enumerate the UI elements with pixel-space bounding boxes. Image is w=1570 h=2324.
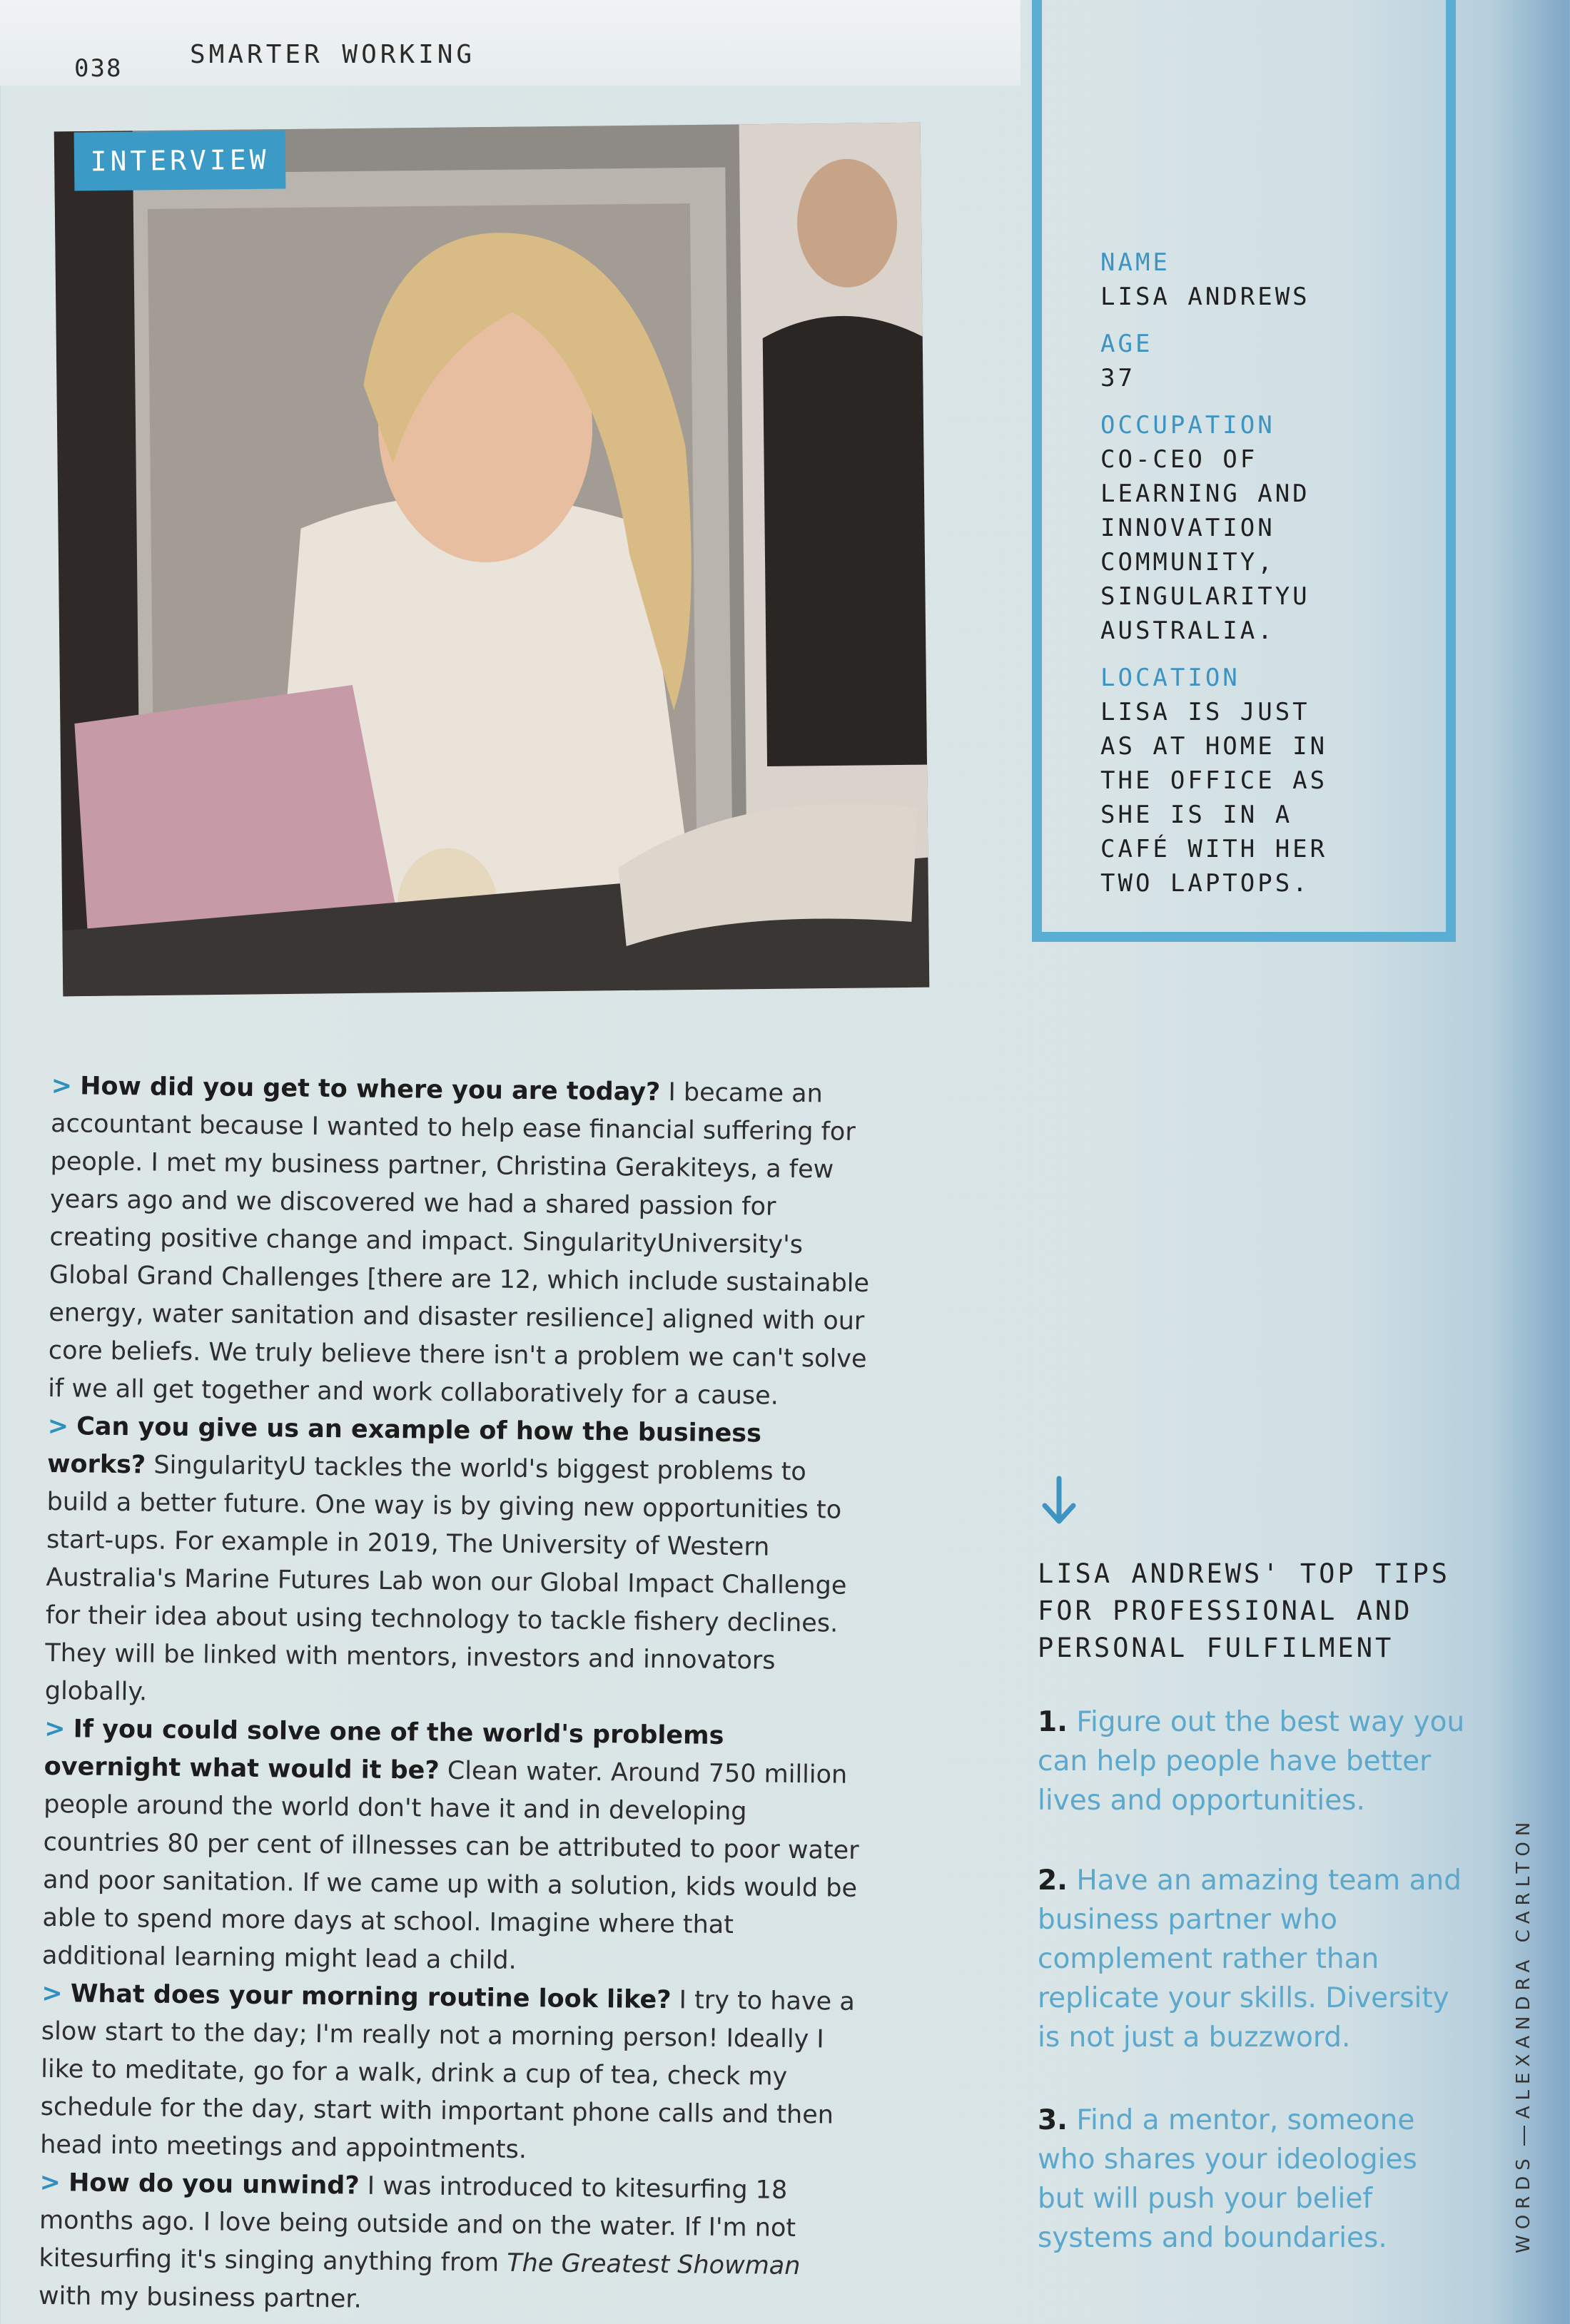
- photo-credit: [1513, 1817, 1534, 2253]
- question: How did you get to where you are today?: [79, 1072, 661, 1107]
- arrow-icon: >: [39, 2168, 61, 2198]
- tip-number: 1.: [1038, 1706, 1068, 1738]
- name-value: LISA ANDREWS: [1100, 283, 1310, 311]
- answer: Clean water. Around 750 million people around the world don't have it and in developing countries 80 per cent of illnesses can be attributed to poor water and poor sanitation. If we came up with a solution, kids would be able to spend more days at school. Imagine where that additional learning might lead a child.: [41, 1756, 859, 1975]
- qa-item: [48, 1067, 872, 1416]
- credit-author: ALEXANDRA CARLTON: [1513, 1816, 1534, 2119]
- tip-item: [1038, 1703, 1466, 1820]
- location-value: LISA IS JUST AS AT HOME IN THE OFFICE AS SHE IS IN A CAFÉ WITH HER TWO LAPTOPS.: [1100, 698, 1328, 898]
- age-label: AGE: [1100, 330, 1153, 358]
- tip-text: Have an amazing team and business partner who complement rather than replicate your skills. Diversity is not just a buzzword.: [1038, 1864, 1462, 2054]
- credit-separator: [1524, 2126, 1525, 2146]
- arrow-icon: >: [47, 1411, 69, 1441]
- portrait-photo: [54, 123, 930, 997]
- answer-italic: The Greatest Showman: [507, 2248, 801, 2281]
- qa-item: [40, 1975, 863, 2173]
- question: Can you give us an example of how the business works?: [46, 1412, 762, 1480]
- page-number: 038: [74, 54, 123, 83]
- question: How do you unwind?: [68, 2168, 360, 2201]
- question: If you could solve one of the world's problems overnight what would it be?: [44, 1715, 724, 1785]
- credit-label: WORDS: [1513, 2153, 1534, 2253]
- qa-item: [39, 2164, 861, 2324]
- name-label: NAME: [1100, 248, 1170, 277]
- tip-number: 3.: [1038, 2104, 1068, 2136]
- profile-panel: [1100, 233, 1443, 900]
- interview-body: [39, 1067, 872, 2324]
- page-top-strip: [0, 0, 1020, 86]
- tip-text: Find a mentor, someone who shares your ideologies but will push your belief systems and boundaries.: [1038, 2104, 1417, 2254]
- section-title: SMARTER WORKING: [190, 40, 476, 69]
- tip-text: Figure out the best way you can help people have better lives and opportunities.: [1038, 1706, 1465, 1817]
- tip-number: 2.: [1038, 1864, 1068, 1897]
- answer-end: with my business partner.: [38, 2281, 362, 2314]
- qa-item: [45, 1408, 868, 1719]
- interview-tag: INTERVIEW: [74, 130, 286, 191]
- tip-item: [1038, 1861, 1466, 2057]
- answer: I was introduced to kitesurfing 18 months ago. I love being outside and on the water. If I'm not kitesurfing it's singing anything from: [39, 2171, 796, 2278]
- qa-item: [42, 1710, 866, 1984]
- arrow-icon: >: [44, 1714, 66, 1744]
- answer: I became an accountant because I wanted to help ease financial suffering for people. I met my business partner, Christina Gerakiteys, a few years ago and we discovered we had a shared passion for creating positive change and impact. SingularityUniversity's Global Grand Challenges [there are 12, which include sustainable energy, water sanitation and disaster resilience] aligned with our core beliefs. We truly believe there isn't a problem we can't solve if we all get together and work collaboratively for a cause.: [48, 1077, 870, 1411]
- answer: I try to have a slow start to the day; I'm really not a morning person! Ideally I like to meditate, go for a walk, drink a cup of tea, check my schedule for the day, start with important phone calls and then head into meetings and appointments.: [39, 1986, 855, 2165]
- age-value: 37: [1100, 364, 1135, 392]
- arrow-down-icon: [1040, 1476, 1078, 1526]
- location-label: LOCATION: [1100, 664, 1240, 692]
- occupation-value: CO-CEO OF LEARNING AND INNOVATION COMMUNITY, SINGULARITYU AUSTRALIA.: [1100, 445, 1310, 645]
- answer: SingularityU tackles the world's biggest problems to build a better future. One way is by giving new opportunities to start-ups. For example in 2019, The University of Western Australia's Marine Futures Lab won our Global Impact Challenge for their idea about using technology to tackle fishery declines. They will be linked with mentors, investors and innovators globally.: [44, 1451, 847, 1707]
- tips-title: LISA ANDREWS' TOP TIPS FOR PROFESSIONAL AND PERSONAL FULFILMENT: [1038, 1558, 1451, 1663]
- arrow-icon: >: [41, 1979, 63, 2009]
- occupation-label: OCCUPATION: [1100, 411, 1275, 440]
- tip-item: [1038, 2101, 1466, 2258]
- question: What does your morning routine look like?: [70, 1979, 672, 2015]
- arrow-icon: >: [51, 1071, 73, 1101]
